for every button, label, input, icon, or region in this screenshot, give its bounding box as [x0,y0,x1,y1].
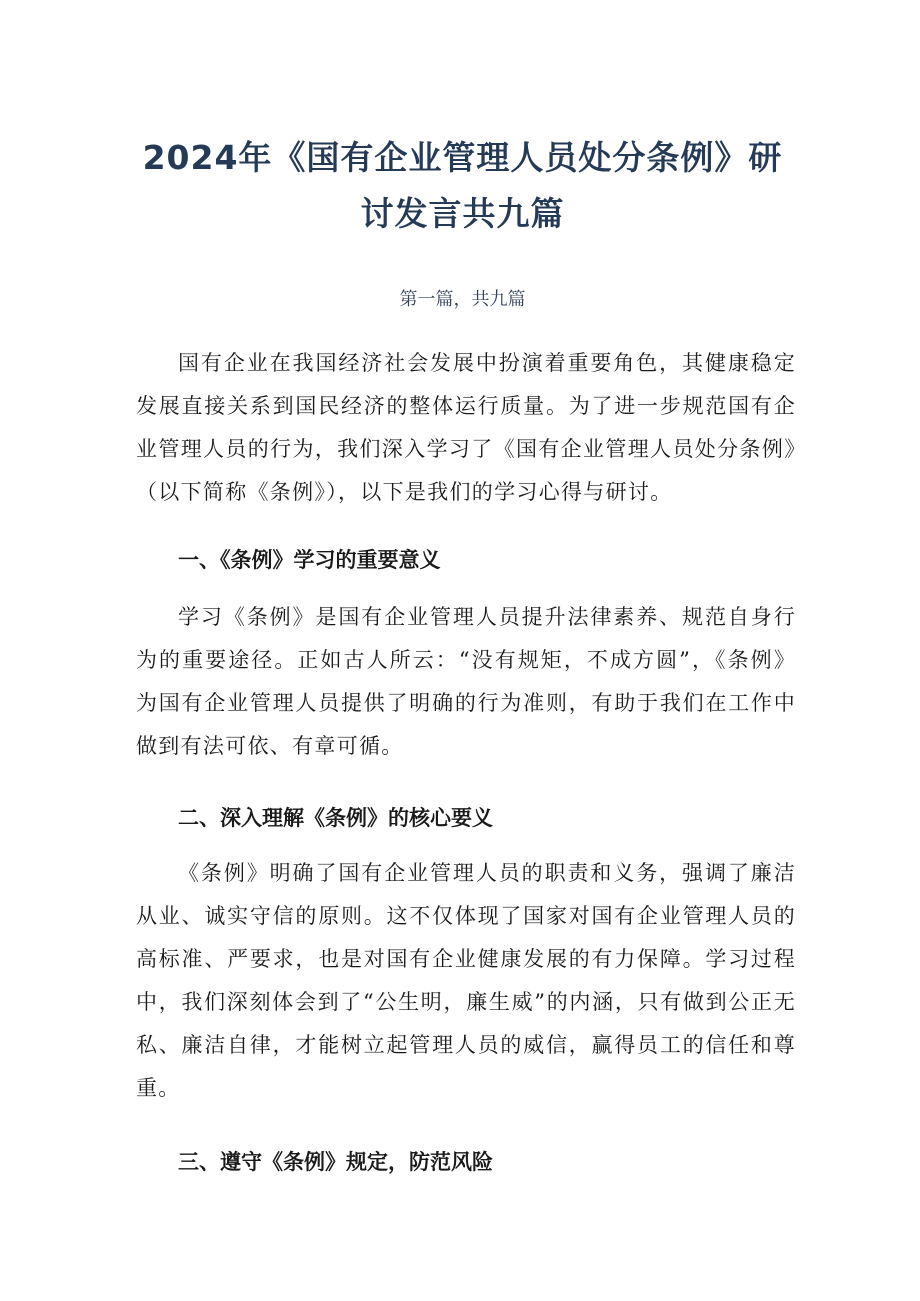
section-1-paragraph: 学习《条例》是国有企业管理人员提升法律素养、规范自身行为的重要途径。正如古人所云：“没有规矩，不成方圆”，《条例》为国有企业管理人员提供了明确的行为准则，有助于我们在工作中做到有法可依、有章可循。 [136,605,796,758]
section-heading-1: 一、《条例》学习的重要意义 [178,548,441,572]
section-2-paragraph: 《条例》明确了国有企业管理人员的职责和义务，强调了廉洁从业、诚实守信的原则。这不仅体现了国家对国有企业管理人员的高标准、严要求，也是对国有企业健康发展的有力保障。学习过程中，我们深刻体会到了“公生明，廉生威”的内涵，只有做到公正无私、廉洁自律，才能树立起管理人员的威信，赢得员工的信任和尊重。 [136,861,796,1100]
intro-paragraph: 国有企业在我国经济社会发展中扮演着重要角色，其健康稳定发展直接关系到国民经济的整体运行质量。为了进一步规范国有企业管理人员的行为，我们深入学习了《国有企业管理人员处分条例》（以下简称《条例》），以下是我们的学习心得与研讨。 [136,351,796,504]
section-heading-3: 三、遵守《条例》规定，防范风险 [178,1150,493,1174]
document-title: 2024年《国有企业管理人员处分条例》研讨发言共九篇 [142,138,783,234]
document-subtitle: 第一篇，共九篇 [399,289,526,310]
section-heading-2: 二、深入理解《条例》的核心要义 [178,806,493,830]
